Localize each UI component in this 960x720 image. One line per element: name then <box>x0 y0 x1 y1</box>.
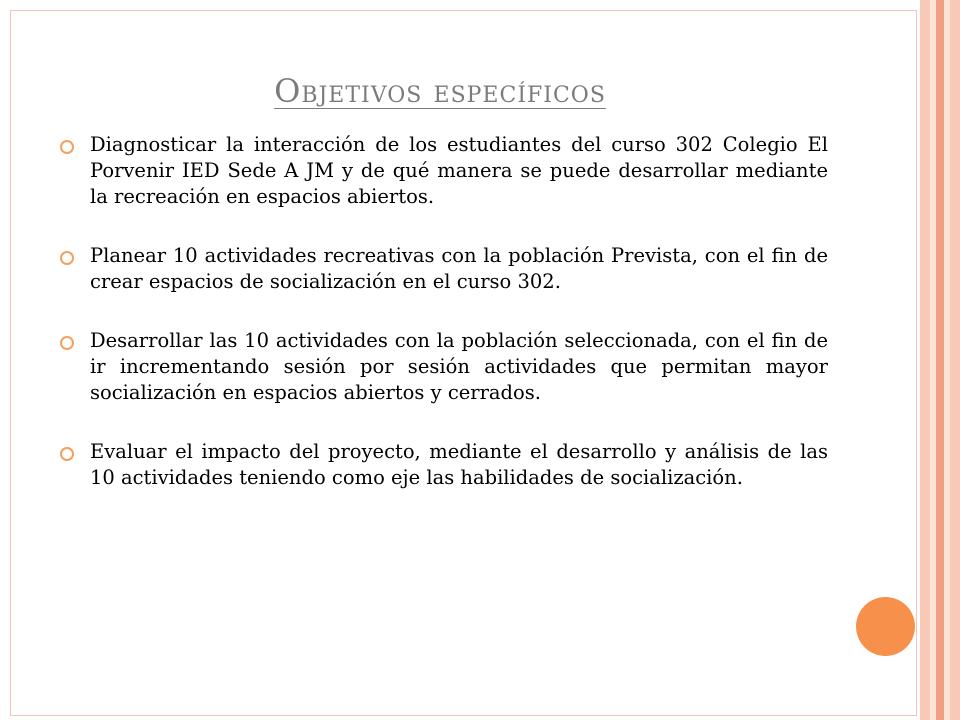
bullet-item <box>60 439 828 491</box>
stripe <box>950 0 960 720</box>
bullet-circle-icon <box>60 251 74 265</box>
bullet-text: Diagnosticar la interacción de los estudiantes del curso 302 Colegio El Porvenir IED Sede A JM y de qué manera se puede desarrollar mediante la recreación en espacios abiertos. <box>90 133 828 208</box>
bullet-item <box>60 132 828 210</box>
bullet-list <box>60 132 828 524</box>
slide-title: Objetivos específicos <box>274 72 606 110</box>
bullet-circle-icon <box>60 336 74 350</box>
bullet-text: Desarrollar las 10 actividades con la población seleccionada, con el fin de ir incrementando sesión por sesión actividades que permitan mayor socialización en espacios abiertos y cerrados. <box>90 329 828 404</box>
bullet-circle-icon <box>60 447 74 461</box>
bullet-item <box>60 328 828 406</box>
bullet-text: Planear 10 actividades recreativas con la población Prevista, con el fin de crear espacios de socialización en el curso 302. <box>90 244 828 293</box>
bullet-circle-icon <box>60 140 74 154</box>
stripe <box>936 0 944 720</box>
bullet-text: Evaluar el impacto del proyecto, mediante el desarrollo y análisis de las 10 actividades teniendo como eje las habilidades de socialización. <box>90 440 828 489</box>
stripe <box>920 0 930 720</box>
bullet-item <box>60 243 828 295</box>
decorative-orange-circle <box>856 597 915 656</box>
